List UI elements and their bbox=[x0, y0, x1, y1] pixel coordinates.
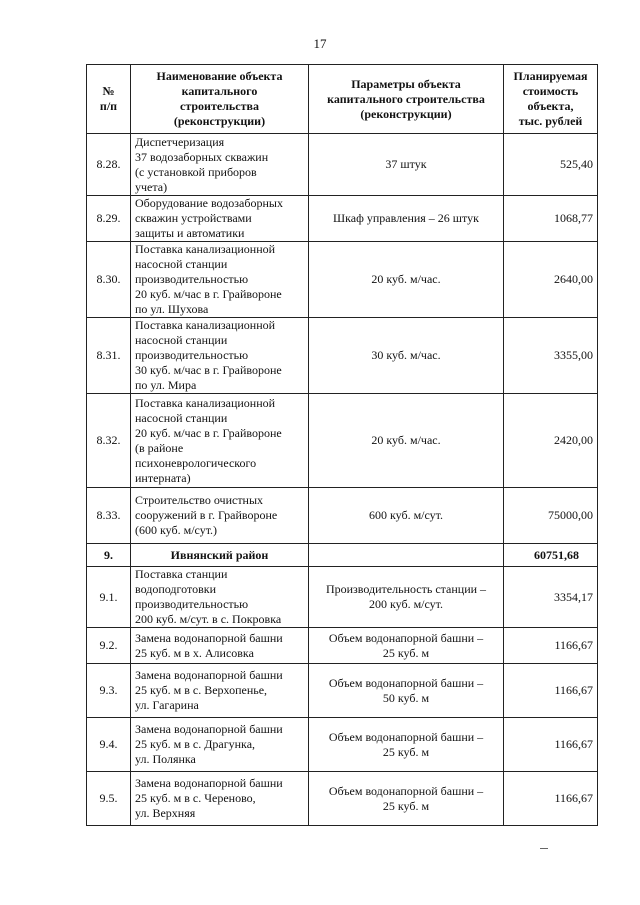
object-name bbox=[131, 394, 309, 488]
object-parameters bbox=[309, 394, 504, 488]
text-line: капитального строительства bbox=[327, 91, 485, 106]
text-line: Ивнянский район bbox=[170, 547, 269, 562]
object-parameters bbox=[309, 772, 504, 826]
text-line: насосной станции bbox=[135, 333, 228, 347]
table-row bbox=[87, 242, 598, 318]
planned-cost: 60751,68 bbox=[504, 544, 598, 567]
text-line: 20 куб. м/час. bbox=[371, 433, 441, 447]
table-row bbox=[87, 664, 598, 718]
table-row bbox=[87, 718, 598, 772]
object-parameters bbox=[309, 196, 504, 242]
text-line: 200 куб. м/сут. bbox=[368, 597, 444, 611]
planned-cost: 1166,67 bbox=[504, 664, 598, 718]
text-line: Поставка канализационной bbox=[135, 318, 276, 332]
text-line: (реконструкции) bbox=[173, 114, 266, 128]
text-line: 30 куб. м/час. bbox=[371, 348, 441, 362]
text-line: Замена водонапорной башни bbox=[135, 630, 283, 645]
planned-cost: 1166,67 bbox=[504, 772, 598, 826]
header-name bbox=[131, 65, 309, 134]
text-line: 25 куб. м в с. Драгунка, bbox=[135, 737, 256, 751]
text-line: 600 куб. м/сут. bbox=[368, 508, 444, 522]
text-line: насосной станции bbox=[135, 410, 228, 425]
table-row bbox=[87, 488, 598, 544]
capital-construction-table bbox=[86, 64, 598, 826]
object-name bbox=[131, 242, 309, 318]
text-line: 20 куб. м/час в г. Грайвороне bbox=[135, 287, 282, 301]
table-row bbox=[87, 772, 598, 826]
text-line: 25 куб. м bbox=[382, 798, 430, 813]
text-line: Планируемая bbox=[513, 69, 588, 83]
object-parameters bbox=[309, 488, 504, 544]
text-line: Оборудование водозаборных bbox=[135, 196, 283, 210]
planned-cost: 1068,77 bbox=[504, 196, 598, 242]
text-line: строительства bbox=[180, 99, 259, 113]
text-line: Замена водонапорной башни bbox=[135, 722, 283, 736]
object-parameters bbox=[309, 718, 504, 772]
text-line: Замена водонапорной башни bbox=[135, 668, 283, 682]
planned-cost: 3355,00 bbox=[504, 318, 598, 394]
text-line: 25 куб. м в х. Алисовка bbox=[135, 645, 254, 660]
planned-cost: 2640,00 bbox=[504, 242, 598, 318]
text-line: водоподготовки bbox=[135, 582, 216, 596]
text-line: № bbox=[102, 84, 115, 98]
text-line: капитального bbox=[181, 84, 258, 98]
text-line: ул. Гагарина bbox=[135, 698, 199, 712]
row-number: 9.4. bbox=[87, 718, 131, 772]
planned-cost: 525,40 bbox=[504, 134, 598, 196]
text-line: Объем водонапорной башни – bbox=[328, 675, 484, 690]
object-parameters bbox=[309, 567, 504, 628]
text-line: ул. Верхняя bbox=[135, 806, 196, 820]
table-row bbox=[87, 134, 598, 196]
text-line: 37 штук bbox=[385, 157, 427, 171]
text-line: 25 куб. м bbox=[382, 744, 430, 759]
text-line: Замена водонапорной башни bbox=[135, 776, 283, 790]
row-number: 8.29. bbox=[87, 196, 131, 242]
object-parameters bbox=[309, 544, 504, 567]
planned-cost: 2420,00 bbox=[504, 394, 598, 488]
text-line: Диспетчеризация bbox=[135, 134, 225, 149]
page-mark bbox=[540, 848, 548, 849]
object-parameters bbox=[309, 628, 504, 664]
text-line: Строительство очистных bbox=[135, 493, 264, 507]
text-line: 25 куб. м в с. Верхопенье, bbox=[135, 683, 268, 697]
text-line: 200 куб. м/сут. в с. Покровка bbox=[135, 612, 282, 626]
object-name bbox=[131, 134, 309, 196]
text-line: 37 водозаборных скважин bbox=[135, 149, 269, 164]
text-line: производительностью bbox=[135, 597, 249, 611]
row-number: 9. bbox=[87, 544, 131, 567]
text-line: 20 куб. м/час в г. Грайвороне bbox=[135, 425, 282, 440]
text-line: Объем водонапорной башни – bbox=[328, 630, 484, 645]
text-line: скважин устройствами bbox=[135, 211, 252, 225]
object-name bbox=[131, 196, 309, 242]
text-line: Шкаф управления – 26 штук bbox=[333, 211, 479, 225]
text-line: Поставка канализационной bbox=[135, 395, 276, 410]
text-line: по ул. Мира bbox=[135, 378, 197, 392]
row-number: 8.33. bbox=[87, 488, 131, 544]
text-line: (в районе bbox=[135, 440, 184, 455]
text-line: Объем водонапорной башни – bbox=[328, 783, 484, 798]
row-number: 9.2. bbox=[87, 628, 131, 664]
text-line: психоневрологического bbox=[135, 455, 257, 470]
header-params bbox=[309, 65, 504, 134]
text-line: защиты и автоматики bbox=[135, 226, 245, 240]
text-line: учета) bbox=[135, 179, 168, 194]
planned-cost: 3354,17 bbox=[504, 567, 598, 628]
planned-cost: 1166,67 bbox=[504, 718, 598, 772]
text-line: производительностью bbox=[135, 272, 249, 286]
object-parameters bbox=[309, 242, 504, 318]
district-row bbox=[87, 544, 598, 567]
table-header-row bbox=[87, 65, 598, 134]
text-line: 25 куб. м bbox=[382, 645, 430, 660]
text-line: Производительность станции – bbox=[325, 582, 487, 596]
table-row bbox=[87, 318, 598, 394]
object-name bbox=[131, 772, 309, 826]
row-number: 8.32. bbox=[87, 394, 131, 488]
row-number: 8.28. bbox=[87, 134, 131, 196]
text-line: стоимость bbox=[522, 84, 579, 98]
object-name bbox=[131, 488, 309, 544]
text-line: объекта, bbox=[527, 99, 574, 113]
planned-cost: 75000,00 bbox=[504, 488, 598, 544]
table-row bbox=[87, 196, 598, 242]
object-parameters bbox=[309, 664, 504, 718]
text-line: (реконструкции) bbox=[360, 106, 452, 121]
object-name bbox=[131, 718, 309, 772]
object-name bbox=[131, 544, 309, 567]
text-line: 50 куб. м bbox=[382, 690, 430, 705]
table-row bbox=[87, 394, 598, 488]
row-number: 9.3. bbox=[87, 664, 131, 718]
object-name bbox=[131, 318, 309, 394]
text-line: 30 куб. м/час в г. Грайвороне bbox=[135, 363, 282, 377]
object-name bbox=[131, 664, 309, 718]
text-line: тыс. рублей bbox=[518, 114, 583, 128]
text-line: Наименование объекта bbox=[156, 69, 283, 83]
table-row bbox=[87, 567, 598, 628]
row-number: 9.1. bbox=[87, 567, 131, 628]
header-cost bbox=[504, 65, 598, 134]
text-line: сооружений в г. Грайвороне bbox=[135, 508, 278, 522]
text-line: 20 куб. м/час. bbox=[371, 272, 441, 286]
text-line: Объем водонапорной башни – bbox=[328, 729, 484, 744]
text-line: ул. Полянка bbox=[135, 752, 196, 766]
planned-cost: 1166,67 bbox=[504, 628, 598, 664]
table-body bbox=[87, 134, 598, 826]
text-line: Параметры объекта bbox=[351, 76, 461, 91]
page-number: 17 bbox=[313, 36, 327, 51]
text-line: Поставка станции bbox=[135, 567, 228, 581]
row-number: 8.31. bbox=[87, 318, 131, 394]
table-row bbox=[87, 628, 598, 664]
row-number: 8.30. bbox=[87, 242, 131, 318]
text-line: Поставка канализационной bbox=[135, 242, 276, 256]
text-line: производительностью bbox=[135, 348, 249, 362]
object-parameters bbox=[309, 134, 504, 196]
text-line: по ул. Шухова bbox=[135, 302, 209, 316]
row-number: 9.5. bbox=[87, 772, 131, 826]
header-num bbox=[87, 65, 131, 134]
text-line: (600 куб. м/сут.) bbox=[135, 523, 218, 537]
text-line: (с установкой приборов bbox=[135, 164, 257, 179]
text-line: интерната) bbox=[135, 470, 191, 485]
text-line: п/п bbox=[99, 99, 118, 113]
text-line: насосной станции bbox=[135, 257, 228, 271]
object-name bbox=[131, 628, 309, 664]
object-name bbox=[131, 567, 309, 628]
text-line: 25 куб. м в с. Череново, bbox=[135, 791, 256, 805]
object-parameters bbox=[309, 318, 504, 394]
